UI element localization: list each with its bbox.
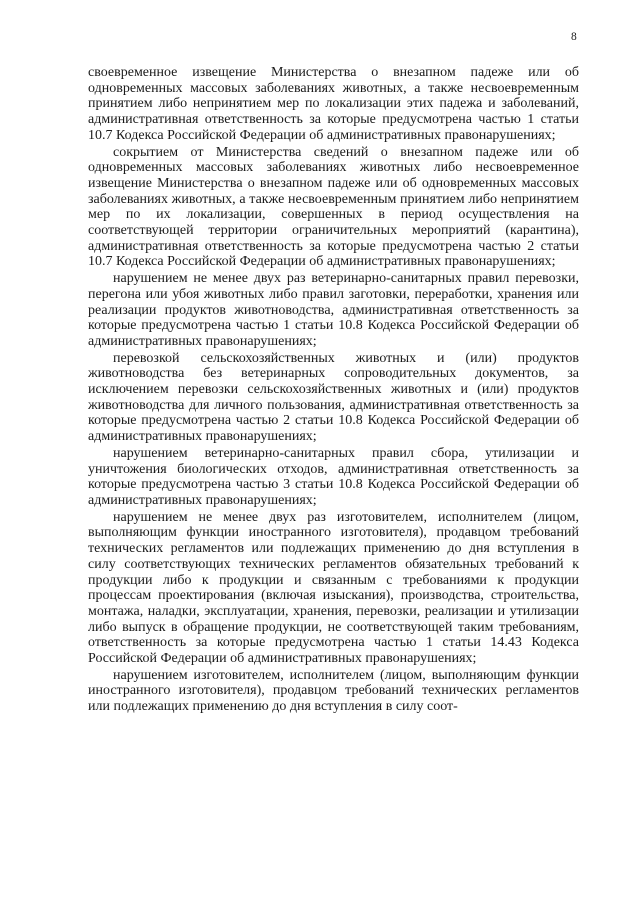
paragraph-3: нарушением не менее двух раз ветеринарно-санитарных правил перевозки, перегона или убоя животных либо правил заготовки, переработки, хранения или реализации продуктов животноводства, административная ответственность за которые предусмотрена частью 1 статьи 10.8 Кодекса Российской Федерации об административных правонарушениях;: [88, 271, 579, 349]
paragraph-1: своевременное извещение Министерства о внезапном падеже или об одновременных массовых заболеваниях животных, а также несвоевременным принятием либо непринятием мер по локализации этих падежа и заболеваний, административная ответственность за которые предусмотрена частью 1 статьи 10.7 Кодекса Российской Федерации об административных правонарушениях;: [88, 65, 579, 143]
paragraph-5: нарушением ветеринарно-санитарных правил сбора, утилизации и уничтожения биологических отходов, административная ответственность за которые предусмотрена частью 3 статьи 10.8 Кодекса Российской Федерации об административных правонарушениях;: [88, 445, 579, 508]
document-body: [88, 65, 579, 716]
paragraph-6: нарушением не менее двух раз изготовителем, исполнителем (лицом, выполняющим функции иностранного изготовителя), продавцом требований технических регламентов или подлежащих применению до дня вступления в силу соответствующих технических регламентов обязательных требований к продукции либо к продукции и связанным с требованиями к продукции процессам проектирования (включая изыскания), производства, строительства, монтажа, наладки, эксплуатации, хранения, перевозки, реализации и утилизации либо выпуск в обращение продукции, не соответствующей таким требованиям, ответственность за которые предусмотрена частью 1 статьи 14.43 Кодекса Российской Федерации об административных правонарушениях;: [88, 509, 579, 667]
page-number: 8: [571, 31, 577, 43]
paragraph-4: перевозкой сельскохозяйственных животных и (или) продуктов животноводства без ветеринарных сопроводительных документов, за исключением перевозки сельскохозяйственных животных и (или) продуктов животноводства для личного пользования, административная ответственность за которые предусмотрена частью 2 статьи 10.8 Кодекса Российской Федерации об административных правонарушениях;: [88, 350, 579, 445]
paragraph-2: сокрытием от Министерства сведений о внезапном падеже или об одновременных массовых заболеваниях животных либо несвоевременное извещение Министерства о внезапном падеже или об одновременных массовых заболеваниях животных, а также несвоевременным принятием либо непринятием мер по их локализации, совершенных в период осуществления на соответствующей территории ограничительных мероприятий (карантина), административная ответственность за которые предусмотрена частью 2 статьи 10.7 Кодекса Российской Федерации об административных правонарушениях;: [88, 144, 579, 270]
paragraph-7: нарушением изготовителем, исполнителем (лицом, выполняющим функции иностранного изготовителя), продавцом требований технических регламентов или подлежащих применению до дня вступления в силу соот-: [88, 667, 579, 715]
